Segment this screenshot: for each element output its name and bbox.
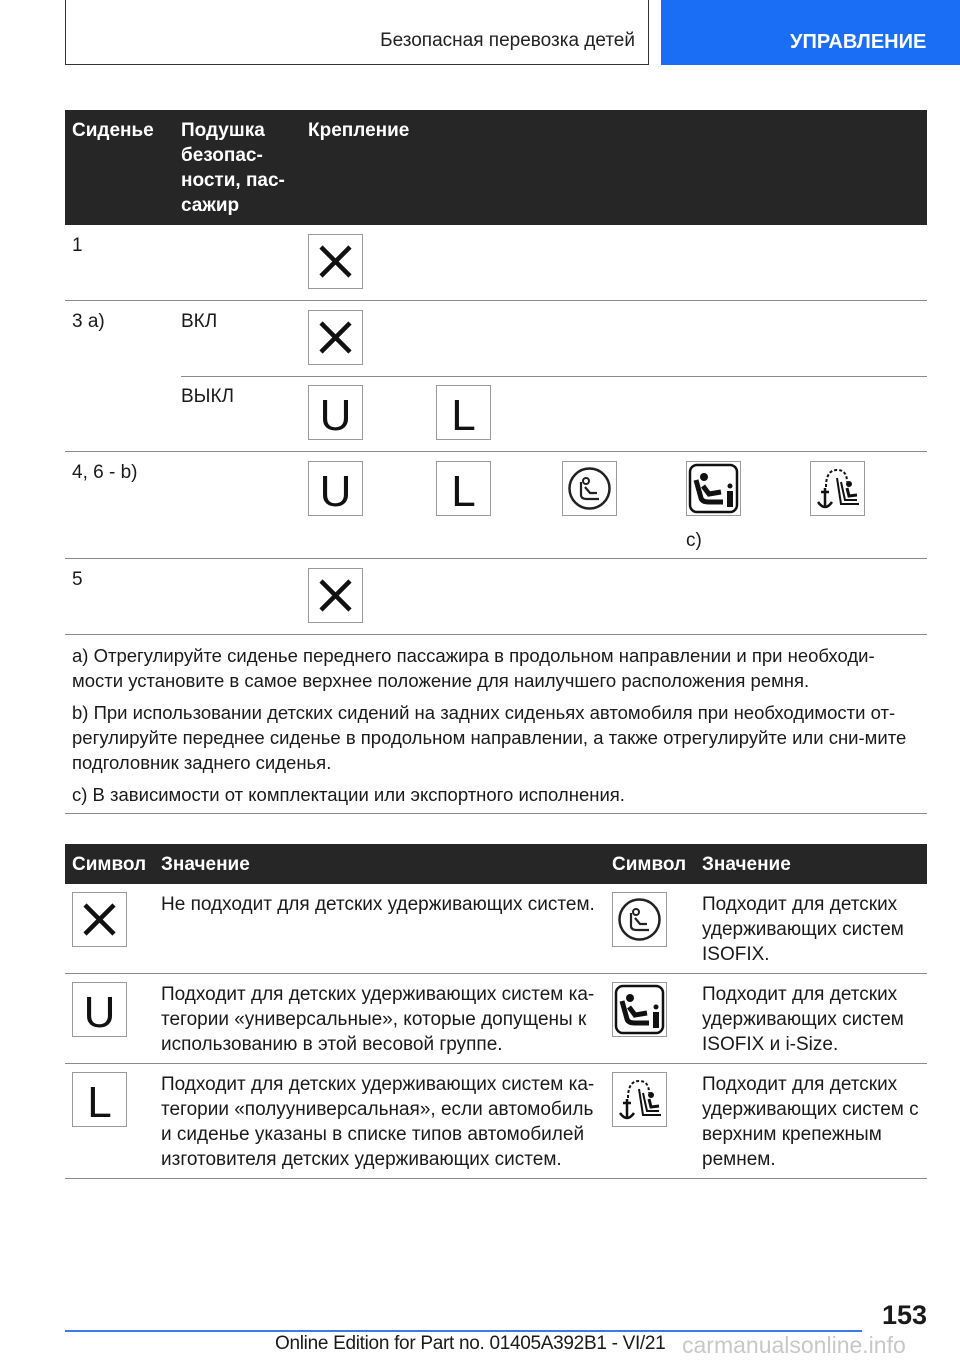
col-airbag [181,118,285,218]
table2-header [65,844,927,884]
tether-symbol-icon [810,461,865,516]
footnote-b: b) При использовании детских сидений на задних сиденьях автомобиля при необходимости от-регулируйте переднее сиденье в продольном направлении, а также отрегулируйте или сни-мите подголовник заднего сиденья. [72,702,907,773]
line: Подушка [181,120,265,141]
section-tab[interactable]: УПРАВЛЕНИЕ [661,0,960,65]
x-symbol-icon [72,892,127,947]
line: сажир [181,195,240,216]
tether-symbol-icon [612,1072,667,1127]
u-symbol-icon [308,385,363,440]
isize-symbol-icon [686,461,741,516]
legend-text: Подходит для детских удерживающих систем ISOFIX и i-Size. [702,984,904,1055]
legend-text: Не подходит для детских удерживающих систем. [161,894,595,915]
col-seat: Сиденье [72,120,154,141]
svg-text:L: L [87,1078,112,1126]
svg-text:U: U [319,467,352,515]
legend-text: Подходит для детских удерживающих систем ка-тегории «универсальные», которые допущены к использованию в этой весовой группе. [161,984,595,1055]
col-meaning: Значение [161,854,250,875]
isofix-symbol-icon [562,461,617,516]
edition-text: Online Edition for Part no. 01405A392B1 - VI/21 [275,1333,666,1354]
footnote-ref: c) [686,530,702,551]
watermark: carmanualsonline.info [682,1332,906,1358]
isize-symbol-icon [612,982,667,1037]
x-symbol-icon [308,234,363,289]
line: безопас- [181,145,263,166]
divider [65,973,927,974]
divider [65,634,927,635]
isofix-symbol-icon [612,892,667,947]
x-symbol-icon [308,568,363,623]
divider [65,300,927,301]
seat-label: 3 a) [72,311,105,332]
u-symbol-icon [72,982,127,1037]
legend-text: Подходит для детских удерживающих систем ка-тегории «полууниверсальная», если автомобиль и сиденье указаны в списке типов автомобилей изготовителя детских удерживающих систем. [161,1074,595,1170]
legend-text: Подходит для детских удерживающих систем с верхним крепежным ремнем. [702,1074,919,1170]
col-meaning-2: Значение [702,854,791,875]
airbag-label: ВЫКЛ [181,386,235,407]
line: ности, пас- [181,170,285,191]
l-symbol-icon [72,1072,127,1127]
svg-text:L: L [451,391,476,439]
divider [65,451,927,452]
divider [181,376,927,377]
airbag-label: ВКЛ [181,311,218,332]
svg-text:U: U [83,988,116,1036]
table1-header [65,110,927,225]
divider [65,1063,927,1064]
l-symbol-icon [436,461,491,516]
legend-text: Подходит для детских удерживающих систем ISOFIX. [702,894,904,965]
divider [65,1178,927,1179]
col-symbol-2: Символ [612,854,687,875]
seat-label: 5 [72,569,83,590]
col-symbol: Символ [72,854,147,875]
svg-text:U: U [319,391,352,439]
l-symbol-icon [436,385,491,440]
col-mount: Крепление [308,120,410,141]
page-number: 153 [881,1300,927,1330]
seat-label: 1 [72,235,83,256]
seat-label: 4, 6 - b) [72,462,138,483]
footnote-c: c) В зависимости от комплектации или экспортного исполнения. [72,784,625,805]
x-symbol-icon [308,310,363,365]
svg-text:L: L [451,467,476,515]
divider [65,813,927,814]
footnote-a: a) Отрегулируйте сиденье переднего пассажира в продольном направлении и при необходи-мости установите в самое верхнее положение для наилучшего расположения ремня. [72,645,875,691]
chapter-title: Безопасная перевозка детей [380,30,635,51]
divider [65,558,927,559]
u-symbol-icon [308,461,363,516]
